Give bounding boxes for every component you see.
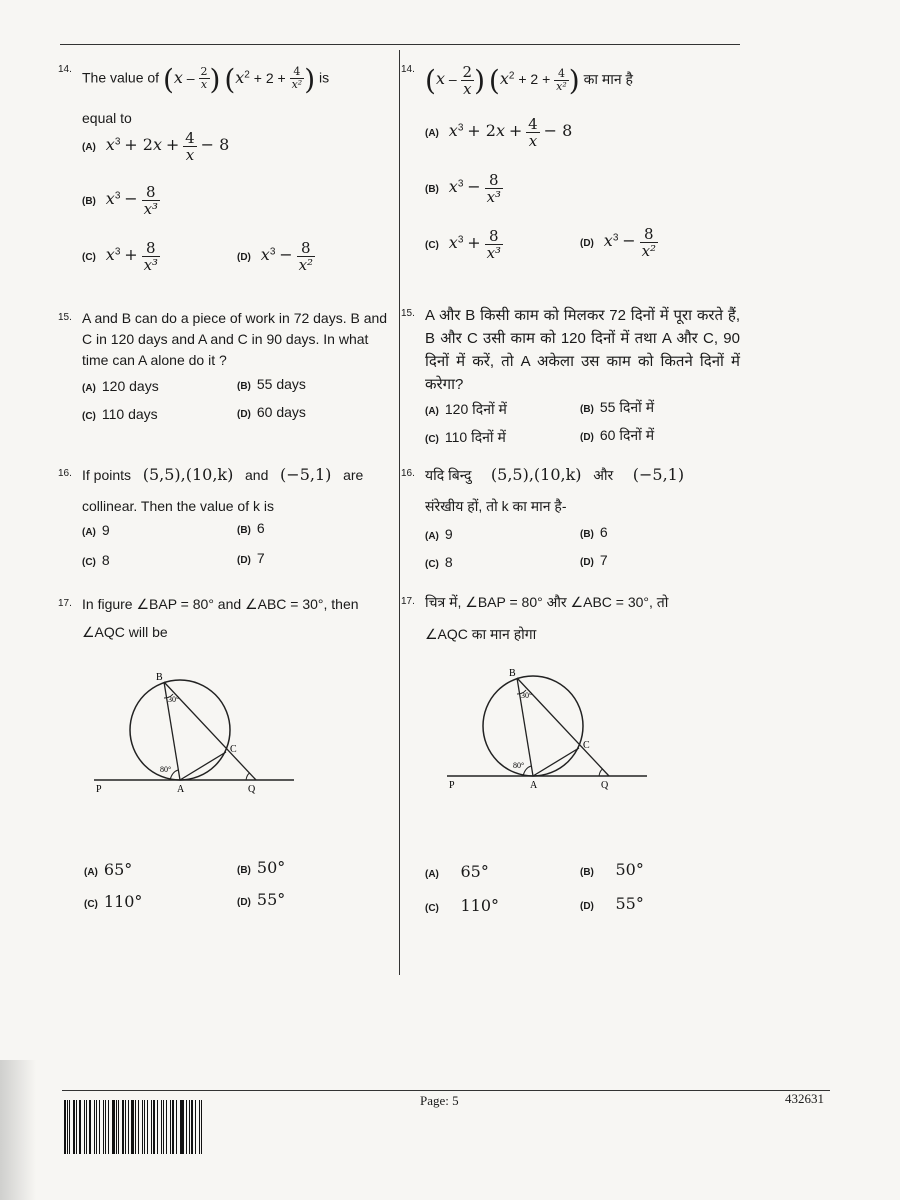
option-a: (A) $x^3 + 2x$ + $\frac{4}{x}$ − 8 — [82, 129, 230, 164]
page-number: Page: 5 — [420, 1093, 459, 1108]
expression: (x – $\frac{2}{x}$ ) ($x^2 + 2$ + $\frac{4}{\text{x²}}$ ) — [162, 62, 316, 96]
question-15-hi — [401, 304, 740, 445]
circle-figure — [437, 666, 657, 790]
option-c: (C) $x^3$ + $\frac{8}{\text{x³}}$ — [82, 239, 159, 274]
barcode-bar — [76, 1100, 77, 1154]
barcode-bar — [170, 1100, 172, 1154]
option-b: (B) 55 दिनों में — [580, 399, 655, 415]
barcode-bar — [180, 1100, 181, 1154]
barcode-bar — [79, 1100, 81, 1154]
question-number: 17. — [58, 598, 72, 609]
question-number: 16. — [58, 468, 72, 479]
top-rule — [60, 44, 740, 45]
label-30deg: 30° — [168, 695, 180, 704]
label-c: C — [583, 740, 590, 751]
question-number: 15. — [58, 312, 72, 323]
barcode-bar — [186, 1100, 187, 1154]
option-b: (B) 50° — [237, 858, 286, 877]
label-p: P — [449, 780, 455, 790]
option-a: (A) 9 — [82, 522, 110, 538]
option-b: (B) $x^3$ − $\frac{8}{\text{x³}}$ — [82, 183, 159, 218]
question-17-hi — [401, 592, 740, 915]
barcode-bar — [99, 1100, 101, 1154]
label-80deg: 80° — [160, 765, 172, 774]
barcode-bar — [103, 1100, 104, 1154]
barcode-bar — [166, 1100, 167, 1154]
barcode-bar — [96, 1100, 97, 1154]
option-d: (D) 7 — [580, 552, 608, 568]
scan-shadow — [0, 1060, 36, 1200]
barcode-bar — [172, 1100, 174, 1154]
barcode-bar — [84, 1100, 86, 1154]
barcode-bar — [128, 1100, 129, 1154]
option-d: (D) 55° — [237, 890, 286, 909]
option-c: (C) 8 — [425, 554, 453, 570]
option-d: (D) $x^3$ − $\frac{8}{\text{x²}}$ — [580, 225, 657, 260]
barcode-bar — [176, 1100, 177, 1154]
question-15-en — [58, 308, 394, 428]
barcode-bar — [199, 1100, 201, 1154]
question-number: 16. — [401, 468, 415, 479]
question-text: In figure ∠BAP = 80° and ∠ABC = 30°, then — [82, 596, 359, 612]
question-text: A and B can do a piece of work in 72 days. B and C in 120 days and A and C in 90 days. In what time can A alone do it ? — [82, 310, 388, 368]
label-a: A — [530, 780, 538, 790]
option-c: (C) 110 days — [82, 406, 158, 422]
option-d: (D) 60 दिनों में — [580, 427, 655, 443]
option-a: (A) 65° — [425, 862, 489, 881]
question-number: 17. — [401, 596, 415, 607]
barcode — [64, 1100, 204, 1154]
label-c: C — [230, 744, 237, 755]
column-divider — [399, 50, 400, 975]
barcode-bar — [161, 1100, 163, 1154]
barcode-bar — [118, 1100, 119, 1154]
option-a: (A) 65° — [84, 860, 133, 879]
barcode-bar — [181, 1100, 183, 1154]
barcode-bar — [138, 1100, 139, 1154]
paper-code: 432631 — [785, 1091, 824, 1106]
option-a: (A) 9 — [425, 526, 453, 542]
barcode-bar — [125, 1100, 126, 1154]
option-b: (B) 50° — [580, 860, 644, 879]
barcode-bar — [122, 1100, 124, 1154]
question-text: चित्र में, ∠BAP = 80° और ∠ABC = 30°, तो — [425, 594, 669, 610]
barcode-bar — [151, 1100, 152, 1154]
option-a: (A) $x^3 + 2x$ + $\frac{4}{x}$ − 8 — [425, 115, 573, 150]
option-c: (C) 8 — [82, 552, 110, 568]
option-c: (C) 110° — [425, 896, 499, 915]
label-b: B — [509, 668, 516, 679]
points-expr: (5,5),(10,k) — [142, 465, 234, 484]
label-30deg: 30° — [521, 691, 533, 700]
bottom-rule — [62, 1090, 830, 1091]
label-q: Q — [601, 780, 609, 790]
point3-expr: (−5,1) — [632, 465, 685, 484]
question-number: 15. — [401, 308, 415, 319]
label-p: P — [96, 784, 102, 794]
barcode-bar — [116, 1100, 117, 1154]
option-b: (B) $x^3$ − $\frac{8}{\text{x³}}$ — [425, 171, 502, 206]
question-text: का मान है — [583, 71, 633, 88]
barcode-bar — [73, 1100, 75, 1154]
barcode-bar — [142, 1100, 143, 1154]
barcode-bar — [131, 1100, 133, 1154]
circle-figure — [84, 670, 304, 794]
question-16-en: 16. If points (5,5),(10,k) and (−5,1) are collinear. Then the value of k is (A) 9 (B) 6 (C) 8 (D) 7 — [62, 464, 394, 574]
barcode-bar — [108, 1100, 110, 1154]
barcode-bar — [201, 1100, 202, 1154]
barcode-bar — [163, 1100, 164, 1154]
question-text-cont: collinear. Then the value of k is — [82, 498, 274, 514]
option-d: (D) 7 — [237, 550, 265, 566]
question-number: 14. — [401, 64, 415, 75]
question-text: यदि बिन्दु — [425, 467, 472, 483]
question-17-en — [58, 594, 394, 911]
barcode-bar — [191, 1100, 193, 1154]
barcode-bar — [195, 1100, 196, 1154]
option-a: (A) 120 days — [82, 378, 159, 394]
label-b: B — [156, 672, 163, 683]
option-b: (B) 55 days — [237, 376, 306, 392]
barcode-bar — [135, 1100, 137, 1154]
question-number: 14. — [58, 64, 72, 75]
option-c: (C) 110 दिनों में — [425, 429, 506, 445]
question-text-cont: equal to — [82, 110, 132, 126]
barcode-bar — [86, 1100, 87, 1154]
option-d: (D) 60 days — [237, 404, 306, 420]
question-14-hi — [401, 60, 740, 300]
question-text: The value of — [82, 69, 160, 86]
option-a: (A) 120 दिनों में — [425, 401, 507, 417]
barcode-bar — [112, 1100, 114, 1154]
point3-expr: (−5,1) — [280, 465, 332, 484]
option-b: (B) 6 — [237, 520, 265, 536]
question-text-cont: संरेखीय हों, तो k का मान है- — [425, 498, 567, 514]
expression: (x – $\frac{2}{x}$ ) ($x^2 + 2$ + $\frac{4}{\text{x²}}$ ) — [425, 63, 580, 98]
label-q: Q — [248, 784, 256, 794]
question-text-cont: ∠AQC will be — [82, 624, 168, 640]
barcode-bar — [153, 1100, 155, 1154]
question-text-cont: ∠AQC का मान होगा — [425, 626, 537, 642]
question-14-en: 14. The value of (x – $\frac{2}{x}$ ) ($x^2 + 2$ + $\frac{4}{\text{x²}}$ ) is equal to (A) $x^3 + 2x$ + $\frac{4}{x}$ − 8 (B) $x^3$ − $\frac{8}{\text{x³}}$ (C) $x^3$ + $\frac{8}{\text{x³}}$ (D) $x^3$ − $\frac{8}{\text{x²}}$ — [62, 60, 394, 300]
option-d: (D) $x^3$ − $\frac{8}{\text{x²}}$ — [237, 239, 314, 274]
option-c: (C) $x^3$ + $\frac{8}{\text{x³}}$ — [425, 227, 502, 262]
barcode-bar — [144, 1100, 146, 1154]
points-expr: (5,5),(10,k) — [490, 465, 582, 484]
option-b: (B) 6 — [580, 524, 608, 540]
question-text: If points — [82, 467, 132, 483]
label-80deg: 80° — [513, 761, 525, 770]
barcode-bar — [94, 1100, 95, 1154]
option-d: (D) 55° — [580, 894, 644, 913]
barcode-bar — [147, 1100, 148, 1154]
question-16-hi: 16. यदि बिन्दु (5,5),(10,k) और (−5,1) संरेखीय हों, तो k का मान है- (A) 9 (B) 6 (C) 8 (D) 7 — [405, 464, 740, 574]
barcode-bar — [67, 1100, 68, 1154]
barcode-bar — [69, 1100, 70, 1154]
barcode-bar — [64, 1100, 66, 1154]
option-c: (C) 110° — [84, 892, 143, 911]
label-a: A — [177, 784, 185, 794]
barcode-bar — [89, 1100, 91, 1154]
question-text: A और B किसी काम को मिलकर 72 दिनों में पूरा करते हैं, B और C उसी काम को 120 दिनों में तथा A और C, 90 दिनों में करें, तो A अकेला उस काम को कितने दिनों में करेगा? — [425, 307, 740, 393]
barcode-bar — [105, 1100, 106, 1154]
barcode-bar — [157, 1100, 158, 1154]
barcode-bar — [189, 1100, 190, 1154]
